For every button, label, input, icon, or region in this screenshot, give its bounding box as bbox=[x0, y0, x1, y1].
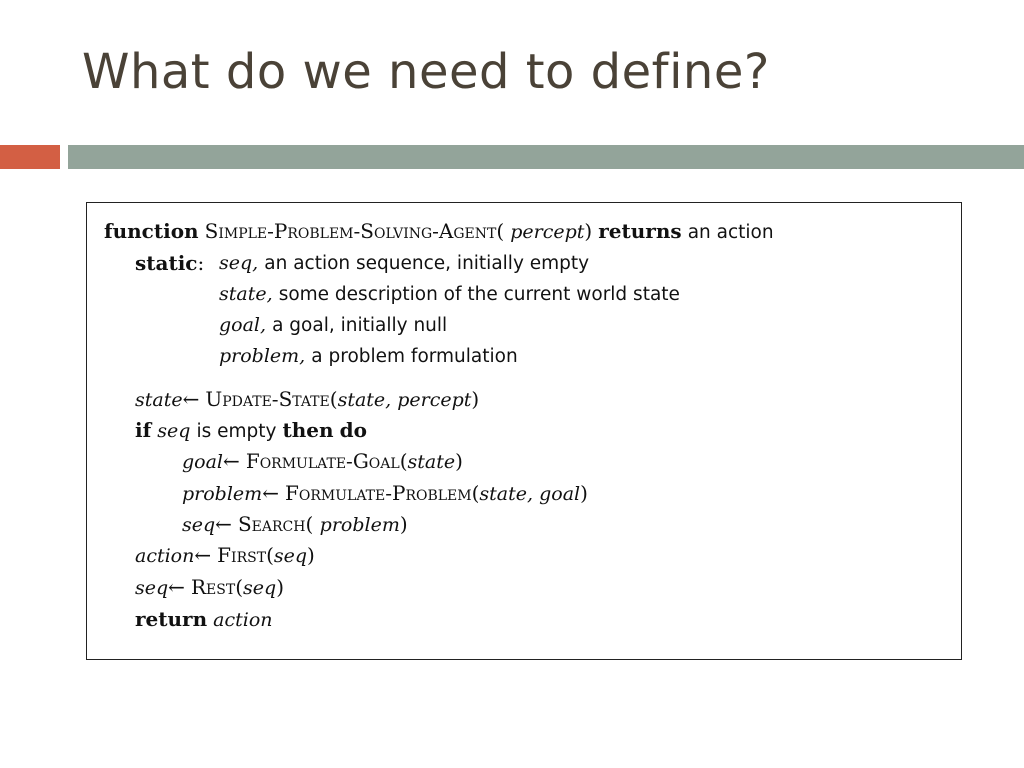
keyword-returns: returns bbox=[598, 219, 682, 243]
assign-var: action bbox=[135, 545, 195, 567]
return-var: action bbox=[213, 609, 273, 631]
assign-var: seq bbox=[182, 514, 216, 536]
static-line-0 bbox=[135, 251, 204, 276]
return-line bbox=[135, 607, 273, 632]
assign-var: state bbox=[135, 389, 183, 411]
assign-var: goal bbox=[182, 451, 224, 473]
call-name: Formulate-Problem bbox=[285, 481, 472, 505]
paren-close: ) bbox=[584, 219, 593, 243]
search-line: seq← Search( problem) bbox=[182, 512, 408, 536]
function-header-line bbox=[104, 219, 774, 245]
if-var: seq bbox=[157, 420, 191, 442]
call-args: seq bbox=[273, 545, 308, 567]
assign-arrow: ← bbox=[168, 575, 185, 599]
title-rule-bar bbox=[68, 145, 1024, 169]
rest-line: seq← Rest(seq) bbox=[135, 575, 284, 599]
formulate-problem-line: problem← Formulate-Problem(state, goal) bbox=[182, 481, 588, 505]
if-line bbox=[135, 418, 367, 444]
keyword-then: then bbox=[282, 418, 334, 442]
call-name: Search bbox=[237, 512, 306, 536]
param-percept: percept bbox=[510, 221, 585, 243]
static-desc: a goal, initially null bbox=[272, 315, 448, 336]
call-args: state, percept bbox=[337, 389, 472, 411]
static-var: state, bbox=[219, 283, 273, 305]
static-desc: some description of the current world state bbox=[278, 284, 680, 305]
call-name: Rest bbox=[190, 575, 236, 599]
if-text: is empty bbox=[196, 421, 277, 442]
assign-arrow: ← bbox=[262, 481, 279, 505]
accent-bar bbox=[0, 145, 60, 169]
call-args: state, goal bbox=[479, 483, 581, 505]
keyword-if: if bbox=[135, 418, 152, 442]
call-name: First bbox=[217, 543, 267, 567]
formulate-goal-line: goal← Formulate-Goal(state) bbox=[182, 449, 463, 473]
assign-arrow: ← bbox=[215, 512, 232, 536]
assign-arrow: ← bbox=[182, 387, 200, 411]
function-name: Simple-Problem-Solving-Agent bbox=[204, 219, 497, 243]
assign-arrow: ← bbox=[194, 543, 212, 567]
call-args: problem bbox=[319, 514, 400, 536]
static-desc: an action sequence, initially empty bbox=[264, 253, 590, 274]
returns-text: an action bbox=[687, 222, 774, 243]
slide-title: What do we need to define? bbox=[82, 44, 770, 100]
keyword-do: do bbox=[339, 418, 367, 442]
algorithm-box bbox=[86, 202, 962, 660]
static-var: problem, bbox=[219, 345, 306, 367]
static-colon: : bbox=[197, 251, 205, 275]
call-name: Formulate-Goal bbox=[245, 449, 400, 473]
assign-var: seq bbox=[135, 577, 169, 599]
static-item-problem bbox=[219, 344, 518, 369]
static-desc: a problem formulation bbox=[311, 346, 518, 367]
update-state-line: state← Update-State(state, percept) bbox=[135, 387, 480, 411]
static-item-goal bbox=[219, 313, 447, 338]
call-args: seq bbox=[243, 577, 277, 599]
static-var: seq, bbox=[219, 252, 259, 274]
first-line: action← First(seq) bbox=[135, 543, 315, 567]
paren-open: ( bbox=[496, 219, 505, 243]
assign-arrow: ← bbox=[223, 449, 240, 473]
static-item-seq bbox=[219, 251, 589, 276]
static-var: goal, bbox=[219, 314, 267, 336]
keyword-return: return bbox=[135, 607, 208, 631]
keyword-function: function bbox=[104, 219, 199, 243]
keyword-static: static bbox=[135, 251, 198, 275]
call-args: state bbox=[407, 451, 456, 473]
assign-var: problem bbox=[182, 483, 263, 505]
call-name: Update-State bbox=[205, 387, 330, 411]
static-item-state bbox=[219, 282, 680, 307]
